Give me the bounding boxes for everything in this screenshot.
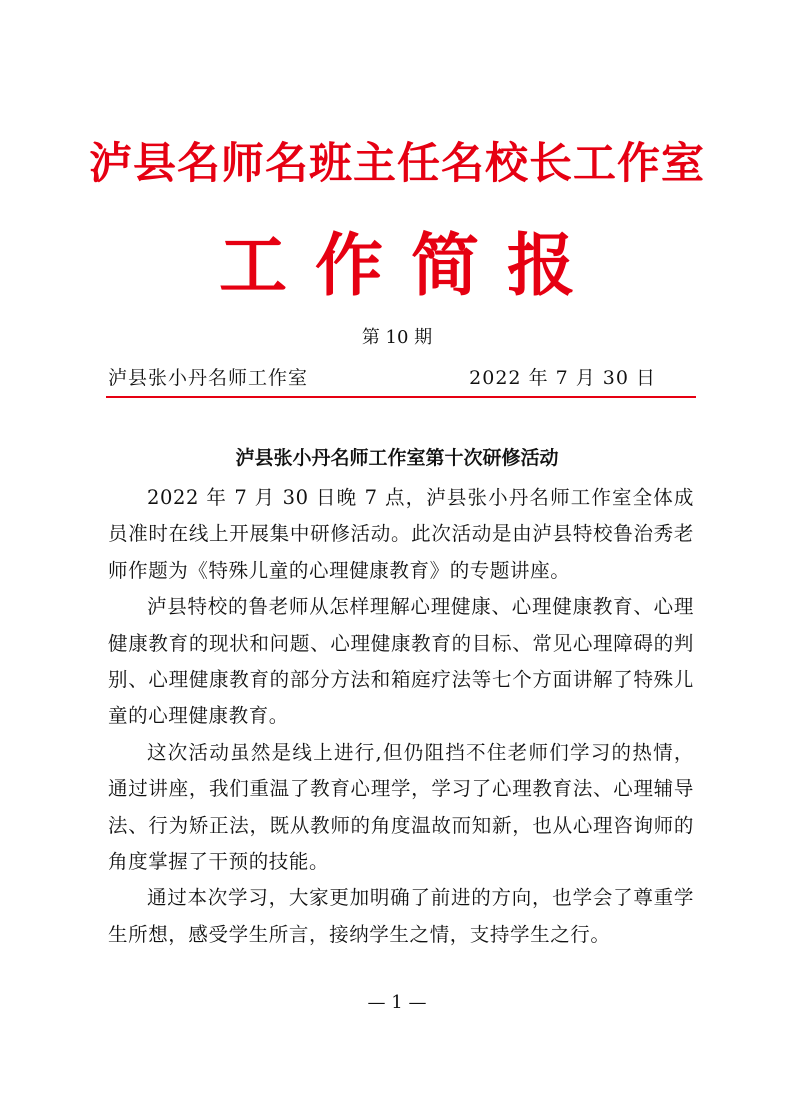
issue-number: 第 10 期 (361, 327, 433, 348)
publisher-name: 泸县张小丹名师工作室 (108, 367, 309, 389)
article-title: 泸县张小丹名师工作室第十次研修活动 (235, 447, 559, 469)
info-row (108, 364, 696, 392)
paragraph-2: 泸县特校的鲁老师从怎样理解心理健康、心理健康教育、心理健康教育的现状和问题、心理健康教育的目标、常见心理障碍的判别、心理健康教育的部分方法和箱庭疗法等七个方面讲解了特殊儿童的心理健康教育。 (108, 595, 694, 728)
masthead-subtitle: 工作简报 (218, 226, 603, 306)
paragraph-4: 通过本次学习，大家更加明确了前进的方向，也学会了尊重学生所想，感受学生所言，接纳学生之情，支持学生之行。 (108, 886, 694, 946)
page-number: — 1 — (367, 992, 427, 1013)
paragraph-1: 2022 年 7 月 30 日晚 7 点，泸县张小丹名师工作室全体成员准时在线上开展集中研修活动。此次活动是由泸县特校鲁治秀老师作题为《特殊儿童的心理健康教育》的专题讲座。 (108, 486, 694, 582)
article-body (108, 480, 694, 953)
masthead-title: 泸县名师名班主任名校长工作室 (89, 139, 705, 189)
paragraph-3: 这次活动虽然是线上进行,但仍阻挡不住老师们学习的热情，通过讲座，我们重温了教育心理学，学习了心理教育法、心理辅导法、行为矫正法，既从教师的角度温故而知新，也从心理咨询师的角度掌握了干预的技能。 (108, 740, 694, 874)
red-divider (106, 396, 696, 398)
publish-date: 2022 年 7 月 30 日 (469, 367, 656, 389)
